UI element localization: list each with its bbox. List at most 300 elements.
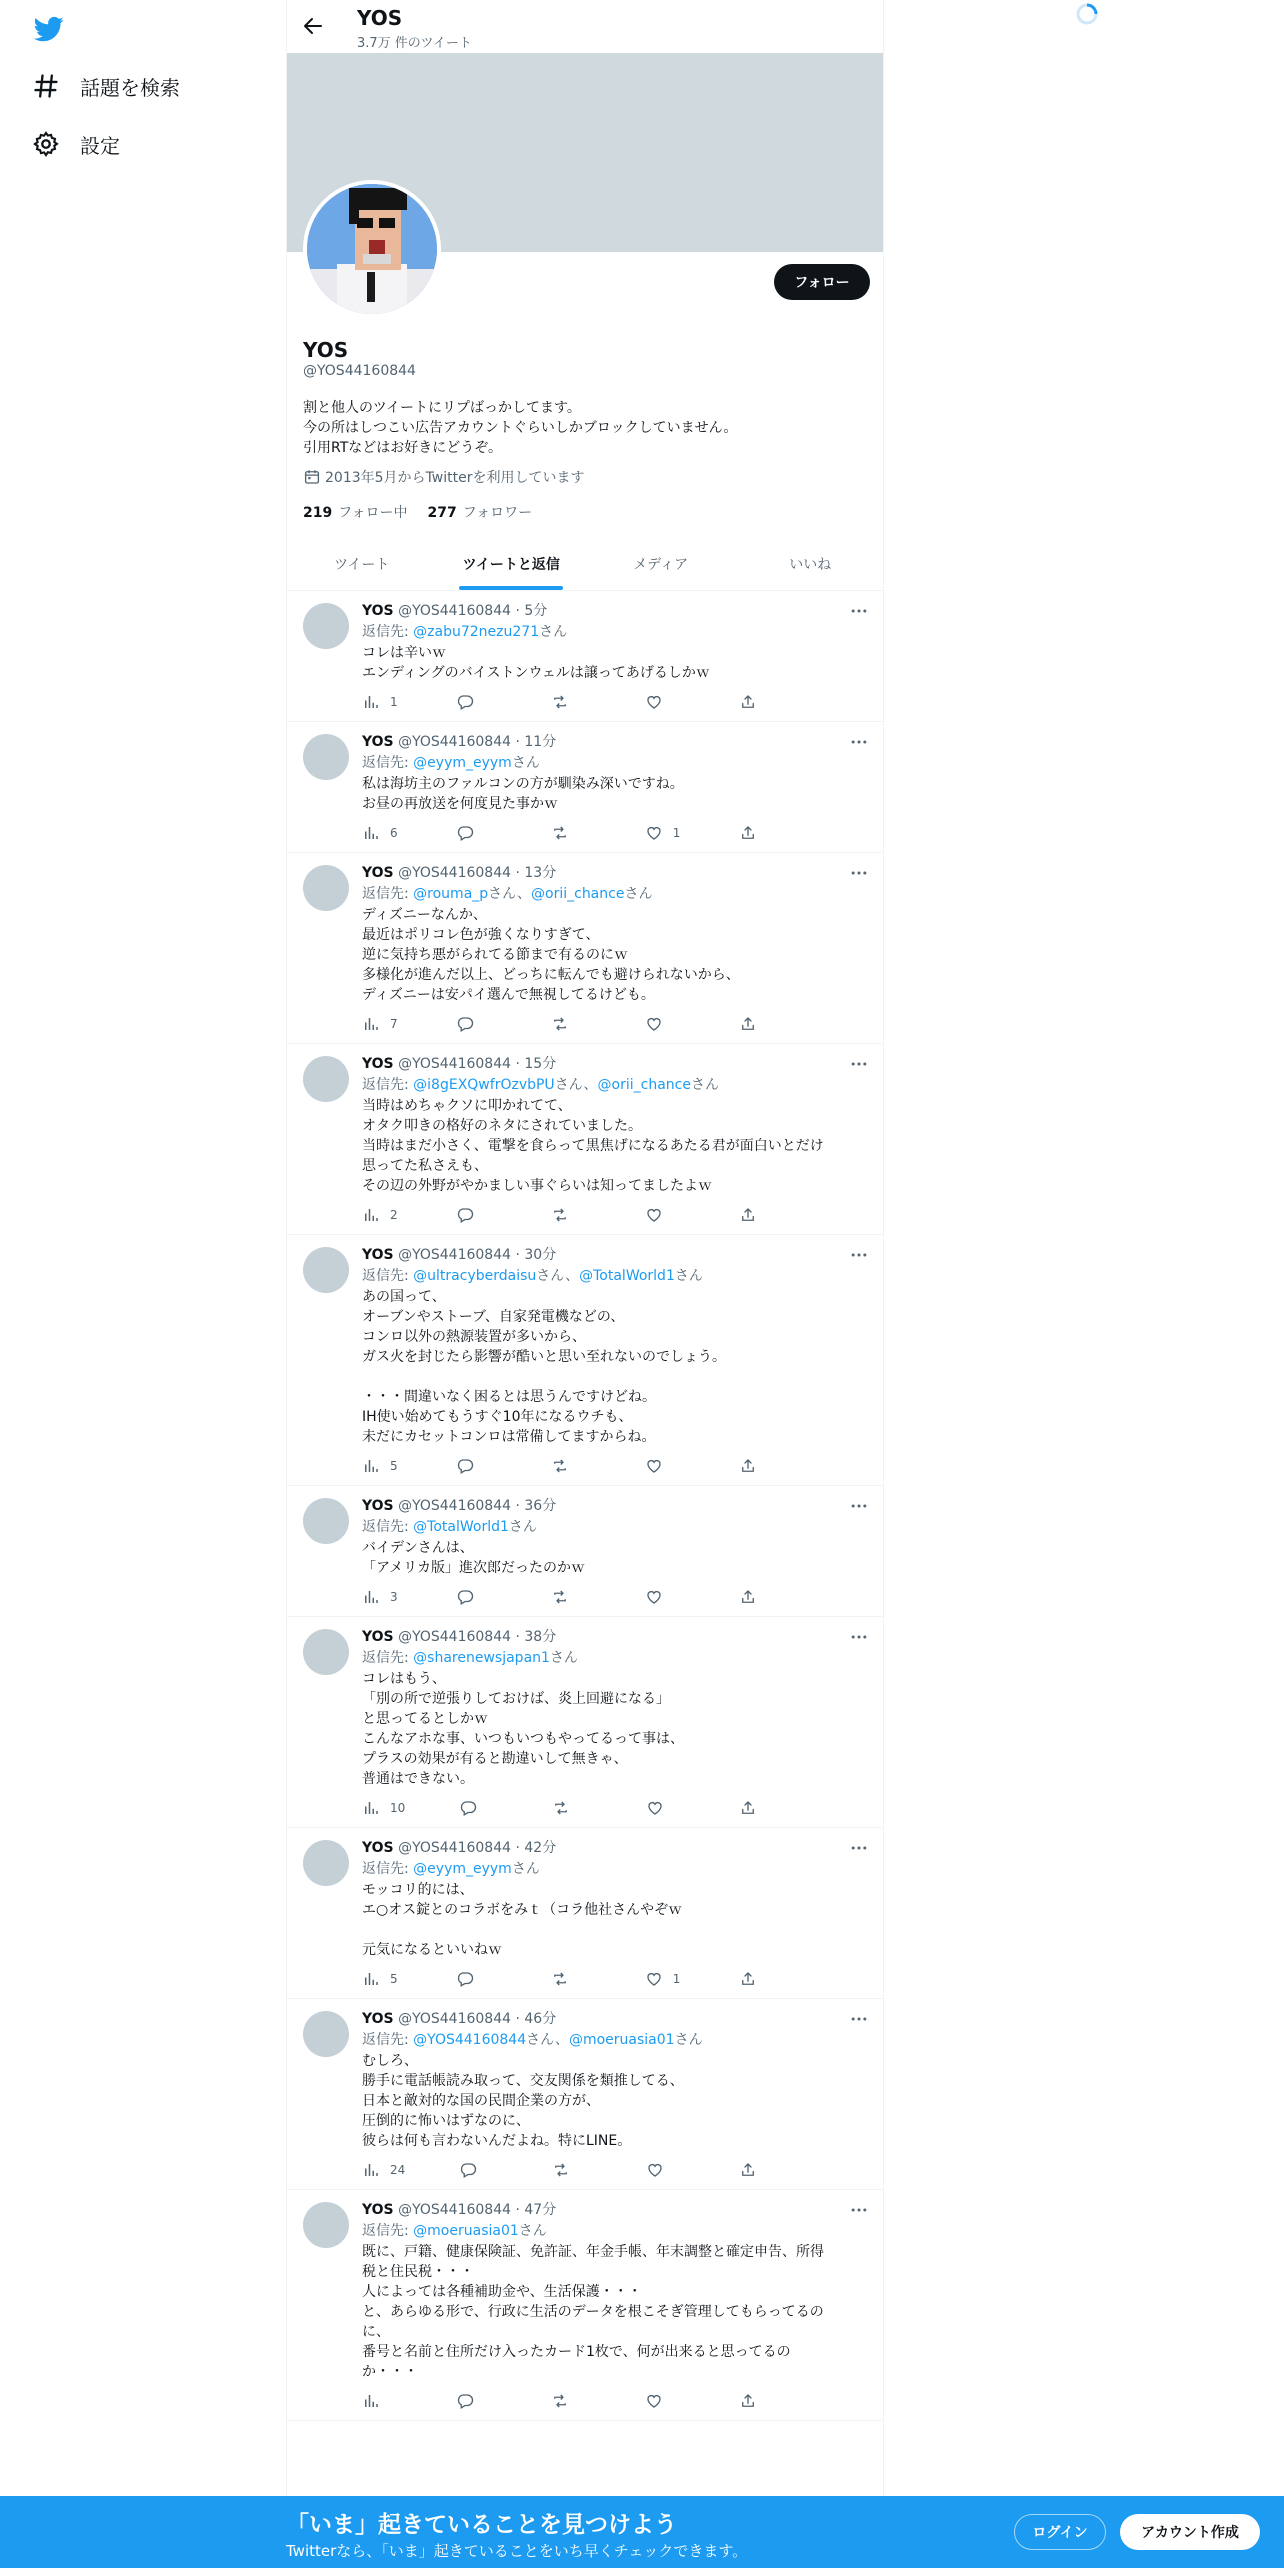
mention-suffix: さん <box>624 886 653 902</box>
tweet-header <box>362 601 869 621</box>
mention-suffix: さん <box>554 1077 584 1093</box>
reply-prefix: 返信先: <box>362 1861 414 1877</box>
sidebar-item-settings[interactable] <box>32 124 120 164</box>
tweet-text-line: コレはもう、 <box>362 1671 446 1687</box>
retweet-button[interactable] <box>551 1588 591 1606</box>
tweet-text-line: 番号と名前と住所だけ入ったカード1枚で、何が出来ると思ってるの <box>362 2344 791 2360</box>
more-options-icon[interactable] <box>849 1496 869 1516</box>
tweet[interactable] <box>287 1617 884 1828</box>
tweet-text-line: と思ってるとしかｗ <box>362 1711 488 1727</box>
chart-icon <box>362 693 380 711</box>
mention-link[interactable]: @orii_chance <box>597 1077 691 1093</box>
mention-suffix: さん <box>511 755 540 771</box>
views-count: 2 <box>390 1208 398 1222</box>
more-options-icon[interactable] <box>849 601 869 621</box>
tweet-text-line: オーブンやストーブ、自家発電機などの、 <box>362 1309 625 1325</box>
tweet-text-line: 未だにカセットコンロは常備してますからね。 <box>362 1429 656 1445</box>
tweet-text-line: プラスの効果が有ると勘違いして無きゃ、 <box>362 1751 628 1767</box>
views-button[interactable] <box>362 1799 405 1817</box>
mention-link[interactable]: @rouma_p <box>413 886 489 902</box>
follow-stats <box>303 502 552 522</box>
heart-icon <box>645 1015 663 1033</box>
mention-link[interactable]: @TotalWorld1 <box>579 1268 675 1284</box>
reply-button[interactable] <box>459 2161 499 2179</box>
mention-link[interactable]: @TotalWorld1 <box>413 1519 509 1535</box>
reply-context <box>362 621 869 643</box>
tweet-text-line: バイデンさんは、 <box>362 1540 474 1556</box>
tweet-text-line: か・・・ <box>362 2364 418 2380</box>
like-button[interactable] <box>645 2392 685 2410</box>
share-icon <box>739 693 757 711</box>
reply-button[interactable] <box>456 2392 496 2410</box>
like-button[interactable] <box>645 1457 685 1475</box>
mention-link[interactable]: @i8gEXQwfrOzvbPU <box>413 1077 555 1093</box>
tweet-handle-time[interactable]: @YOS44160844 · 30分 <box>398 1247 557 1263</box>
tweet-actions <box>362 814 869 852</box>
tweet-text <box>362 1880 869 1960</box>
login-button[interactable]: ログイン <box>1014 2514 1106 2550</box>
reply-prefix: 返信先: <box>362 1077 414 1093</box>
tweet-actions <box>362 683 869 721</box>
tweet-text <box>362 1287 869 1447</box>
tweet-text-line: に、 <box>362 2324 390 2340</box>
tweet-text-line: 私は海坊主のファルコンの方が馴染み深いですね。 <box>362 776 684 792</box>
tweet-actions <box>362 1447 869 1485</box>
tweet-text-line: コンロ以外の熱源装置が多いから、 <box>362 1329 586 1345</box>
tweet-actions <box>362 1005 869 1043</box>
mention-separator: 、 <box>583 1077 598 1093</box>
tweet-text <box>362 1669 869 1789</box>
like-button[interactable] <box>645 1206 685 1224</box>
tweet[interactable] <box>287 1828 884 1999</box>
views-button[interactable] <box>362 2392 402 2410</box>
tweet-text-line: 思ってた私さえも、 <box>362 1158 488 1174</box>
chart-icon <box>362 1799 380 1817</box>
share-button[interactable] <box>739 1970 779 1988</box>
more-options-icon[interactable] <box>849 1627 869 1647</box>
tweet-text-line: 「別の所で逆張りしておけば、炎上回避になる」 <box>362 1691 670 1707</box>
retweet-button[interactable] <box>551 1457 591 1475</box>
mention-link[interactable]: @sharenewsjapan1 <box>413 1650 550 1666</box>
share-icon <box>739 1015 757 1033</box>
reply-context <box>362 1516 869 1538</box>
tweet-text-line: オタク叩きの格好のネタにされていました。 <box>362 1118 642 1134</box>
mention-suffix: さん <box>674 1268 703 1284</box>
reply-button[interactable] <box>456 824 496 842</box>
tweet-text-line: その辺の外野がやかましい事ぐらいは知ってましたよｗ <box>362 1178 712 1194</box>
reply-icon <box>459 1799 477 1817</box>
mention-suffix: さん <box>508 1519 537 1535</box>
reply-context <box>362 2220 869 2242</box>
tweet-header <box>362 1627 869 1647</box>
reply-context <box>362 883 869 905</box>
tweet[interactable] <box>287 1486 884 1617</box>
tweet-text <box>362 643 869 683</box>
share-button[interactable] <box>739 824 779 842</box>
chart-icon <box>362 2392 380 2410</box>
retweet-button[interactable] <box>551 1015 591 1033</box>
reply-icon <box>456 1588 474 1606</box>
reply-context <box>362 1074 869 1096</box>
tab-media[interactable]: メディア <box>633 557 689 573</box>
tweet-text-line: 当時はまだ小さく、電撃を食らって黒焦げになるあたる君が面白いとだけ <box>362 1138 824 1154</box>
mention-link[interactable]: @moeruasia01 <box>568 2032 675 2048</box>
bio-line: 今の所はしつこい広告アカウントぐらいしかブロックしていません。 <box>303 420 738 436</box>
views-button[interactable] <box>362 824 402 842</box>
followers-link[interactable] <box>428 502 533 522</box>
reply-prefix: 返信先: <box>362 2032 414 2048</box>
share-button[interactable] <box>739 1015 779 1033</box>
reply-icon <box>456 2392 474 2410</box>
reply-button[interactable] <box>459 1799 499 1817</box>
tweet-actions <box>362 2151 869 2189</box>
mention-suffix: さん <box>518 2223 547 2239</box>
tweet-text-line: お昼の再放送を何度見た事かｗ <box>362 796 558 812</box>
reply-icon <box>456 1206 474 1224</box>
tweet-text-line: 勝手に電話帳読み取って、交友関係を類推してる、 <box>362 2073 684 2089</box>
tab-likes[interactable]: いいね <box>789 557 832 573</box>
heart-icon <box>645 1206 663 1224</box>
share-icon <box>739 824 757 842</box>
mention-link[interactable]: @eyym_eyym <box>413 1861 512 1877</box>
reply-button[interactable] <box>456 693 496 711</box>
retweet-icon <box>551 1206 569 1224</box>
retweet-icon <box>552 1799 570 1817</box>
share-button[interactable] <box>739 2392 779 2410</box>
tweet-text-line: IH使い始めてもうすぐ10年になるウチも、 <box>362 1409 633 1425</box>
avatar[interactable] <box>303 2202 349 2248</box>
retweet-button[interactable] <box>551 1206 591 1224</box>
views-count: 6 <box>390 826 398 840</box>
views-count: 5 <box>390 1972 398 1986</box>
tweet-author-name[interactable]: YOS <box>362 603 394 619</box>
more-options-icon[interactable] <box>849 1054 869 1074</box>
mention-link[interactable]: @moeruasia01 <box>413 2223 519 2239</box>
reply-button[interactable] <box>456 1588 496 1606</box>
twitter-logo-icon[interactable] <box>32 14 66 44</box>
tweet-header <box>362 863 869 883</box>
tweet-count: 3.7万 件のツイート <box>357 36 472 51</box>
share-icon <box>739 2161 757 2179</box>
reply-context <box>362 1265 869 1287</box>
profile-handle: @YOS44160844 <box>303 363 416 379</box>
share-icon <box>739 1588 757 1606</box>
tweet-handle-time[interactable]: @YOS44160844 · 47分 <box>398 2202 557 2218</box>
chart-icon <box>362 1457 380 1475</box>
signup-banner-title: 「いま」起きていることを見つけよう <box>286 2512 677 2538</box>
tweet[interactable] <box>287 722 884 853</box>
reply-icon <box>456 1457 474 1475</box>
share-button[interactable] <box>739 1799 779 1817</box>
views-button[interactable] <box>362 1588 402 1606</box>
views-button[interactable] <box>362 1015 402 1033</box>
reply-context <box>362 1647 869 1669</box>
calendar-icon <box>303 468 321 486</box>
tweet-handle-time[interactable]: @YOS44160844 · 5分 <box>398 603 548 619</box>
tweet-text-line: 既に、戸籍、健康保険証、免許証、年金手帳、年末調整と確定申告、所得 <box>362 2244 824 2260</box>
share-button[interactable] <box>739 1206 779 1224</box>
tweet-text-line: 元気になるといいねｗ <box>362 1942 502 1958</box>
views-count: 1 <box>390 695 398 709</box>
tweet-text-line: 当時はめちゃクソに叩かれてて、 <box>362 1098 572 1114</box>
bio-line: 引用RTなどはお好きにどうぞ。 <box>303 440 502 456</box>
mention-suffix: さん <box>511 1861 540 1877</box>
mention-suffix: さん <box>690 1077 719 1093</box>
reply-prefix: 返信先: <box>362 2223 414 2239</box>
followers-count: 277 <box>427 505 457 521</box>
tweet-text-line: エンディングのバイストンウェルは譲ってあげるしかｗ <box>362 665 710 681</box>
avatar[interactable] <box>303 1629 349 1675</box>
reply-prefix: 返信先: <box>362 1519 414 1535</box>
share-button[interactable] <box>739 1457 779 1475</box>
chart-icon <box>362 1588 380 1606</box>
tweet-text-line: エ○オス錠とのコラボをみｔ（コラ他社さんやぞｗ <box>362 1902 683 1918</box>
sidebar-item-explore[interactable] <box>32 66 180 106</box>
tweet-author-name[interactable]: YOS <box>362 1629 394 1645</box>
retweet-icon <box>551 693 569 711</box>
chart-icon <box>362 1206 380 1224</box>
tweet-author-name[interactable]: YOS <box>362 1498 394 1514</box>
tweet-actions <box>362 1960 869 1998</box>
tweet-text-line: こんなアホな事、いつもいつもやってるって事は、 <box>362 1731 684 1747</box>
tweet-handle-time[interactable]: @YOS44160844 · 38分 <box>398 1629 557 1645</box>
like-button[interactable] <box>645 1015 685 1033</box>
tweet-header <box>362 2200 869 2220</box>
reply-button[interactable] <box>456 1457 496 1475</box>
mention-separator: 、 <box>554 2032 569 2048</box>
sidebar-item-label: 話題を検索 <box>80 75 180 100</box>
heart-icon <box>645 1588 663 1606</box>
mention-suffix: さん <box>536 1268 566 1284</box>
heart-icon <box>645 824 663 842</box>
share-icon <box>739 1457 757 1475</box>
profile-tabs <box>287 538 884 591</box>
like-button[interactable] <box>645 1588 685 1606</box>
avatar[interactable] <box>303 865 349 911</box>
views-count: 10 <box>390 1801 406 1815</box>
tweet-author-name[interactable]: YOS <box>362 2202 394 2218</box>
like-button[interactable] <box>645 1970 685 1988</box>
views-button[interactable] <box>362 1206 402 1224</box>
views-button[interactable] <box>362 693 402 711</box>
tweet[interactable] <box>287 853 884 1044</box>
retweet-button[interactable] <box>551 824 591 842</box>
avatar[interactable] <box>303 1247 349 1293</box>
mention-link[interactable]: @ultracyberdaisu <box>413 1268 537 1284</box>
tweet-text-line <box>362 1367 869 1387</box>
tweet-text-line: むしろ、 <box>362 2053 418 2069</box>
gear-icon <box>32 130 60 158</box>
views-button[interactable] <box>362 2161 405 2179</box>
like-button[interactable] <box>645 824 685 842</box>
tweet-text <box>362 1096 869 1196</box>
more-options-icon[interactable] <box>849 863 869 883</box>
share-icon <box>739 1970 757 1988</box>
retweet-icon <box>551 2392 569 2410</box>
share-icon <box>739 1799 757 1817</box>
signup-banner <box>0 2496 1284 2568</box>
reply-prefix: 返信先: <box>362 1268 414 1284</box>
reply-icon <box>456 1970 474 1988</box>
like-count: 1 <box>672 826 681 840</box>
back-arrow-icon[interactable] <box>301 14 325 38</box>
tweet[interactable] <box>287 1235 884 1486</box>
reply-button[interactable] <box>456 1206 496 1224</box>
reply-context <box>362 2029 869 2051</box>
signup-button[interactable]: アカウント作成 <box>1120 2514 1260 2550</box>
retweet-button[interactable] <box>551 2392 591 2410</box>
chart-icon <box>362 1015 380 1033</box>
tweet-author-name[interactable]: YOS <box>362 865 394 881</box>
tweet-header <box>362 1838 869 1858</box>
retweet-button[interactable] <box>552 2161 592 2179</box>
more-options-icon[interactable] <box>849 2009 869 2029</box>
tweet-text-line: 彼らは何も言わないんだよね。特にLINE。 <box>362 2133 632 2149</box>
heart-icon <box>646 2161 664 2179</box>
tab-tweets[interactable]: ツイート <box>334 557 390 573</box>
reply-prefix: 返信先: <box>362 755 414 771</box>
reply-context <box>362 752 869 774</box>
tweet[interactable] <box>287 1044 884 1235</box>
heart-icon <box>645 1970 663 1988</box>
reply-prefix: 返信先: <box>362 886 414 902</box>
more-options-icon[interactable] <box>849 1838 869 1858</box>
retweet-icon <box>551 1015 569 1033</box>
mention-link[interactable]: @YOS44160844 <box>413 2032 527 2048</box>
more-options-icon[interactable] <box>849 1245 869 1265</box>
views-count: 24 <box>390 2163 406 2177</box>
tweet-header <box>362 2009 869 2029</box>
tweet-text-line: 「アメリカ版」進次郎だったのかｗ <box>362 1560 586 1576</box>
tweet-text-line: 人によっては各種補助金や、生活保護・・・ <box>362 2284 642 2300</box>
follow-button[interactable]: フォロー <box>774 264 870 300</box>
tweet-handle-time[interactable]: @YOS44160844 · 15分 <box>398 1056 557 1072</box>
share-icon <box>739 1206 757 1224</box>
tab-tweets-and-replies[interactable]: ツイートと返信 <box>437 538 587 590</box>
avatar[interactable] <box>303 2011 349 2057</box>
reply-button[interactable] <box>456 1015 496 1033</box>
tweet-text <box>362 774 869 814</box>
retweet-button[interactable] <box>551 1970 591 1988</box>
reply-prefix: 返信先: <box>362 1650 414 1666</box>
tweet-author-name[interactable]: YOS <box>362 1247 394 1263</box>
page-title: YOS <box>357 6 403 30</box>
bio-line: 割と他人のツイートにリプばっかしてます。 <box>303 400 581 416</box>
profile-bio <box>303 398 737 458</box>
tweet-text <box>362 2051 869 2151</box>
tweet-header <box>362 1054 869 1074</box>
reply-icon <box>456 693 474 711</box>
retweet-button[interactable] <box>551 693 591 711</box>
reply-icon <box>459 2161 477 2179</box>
tweet-author-name[interactable]: YOS <box>362 2011 394 2027</box>
reply-button[interactable] <box>456 1970 496 1988</box>
retweet-icon <box>551 1457 569 1475</box>
tweet-author-name[interactable]: YOS <box>362 734 394 750</box>
followers-label: フォロワー <box>462 505 533 521</box>
tweet-text-line: モッコリ的には、 <box>362 1882 474 1898</box>
mention-link[interactable]: @eyym_eyym <box>413 755 512 771</box>
like-button[interactable] <box>645 693 685 711</box>
heart-icon <box>645 693 663 711</box>
following-label: フォロー中 <box>338 505 408 521</box>
profile-avatar[interactable] <box>303 180 441 318</box>
tweet-handle-time[interactable]: @YOS44160844 · 46分 <box>398 2011 557 2027</box>
mention-suffix: さん <box>539 624 568 640</box>
tweet-header <box>362 1245 869 1265</box>
chart-icon <box>362 2161 380 2179</box>
like-count: 1 <box>672 1972 681 1986</box>
tweet[interactable] <box>287 2190 884 2421</box>
share-button[interactable] <box>739 693 779 711</box>
tweet-handle-time[interactable]: @YOS44160844 · 42分 <box>398 1840 557 1856</box>
avatar[interactable] <box>303 603 349 649</box>
views-count: 3 <box>390 1590 398 1604</box>
tweet-handle-time[interactable]: @YOS44160844 · 36分 <box>398 1498 557 1514</box>
views-count: 7 <box>390 1017 398 1031</box>
tweet-author-name[interactable]: YOS <box>362 1056 394 1072</box>
tweet-handle-time[interactable]: @YOS44160844 · 13分 <box>398 865 557 881</box>
avatar[interactable] <box>303 1498 349 1544</box>
chart-icon <box>362 1970 380 1988</box>
tweet-text-line: 多様化が進んだ以上、どっちに転んでも避けられないから、 <box>362 967 740 983</box>
join-date-text: 2013年5月からTwitterを利用しています <box>325 470 585 486</box>
views-count: 5 <box>390 1459 398 1473</box>
following-count: 219 <box>303 505 333 521</box>
following-link[interactable] <box>303 502 408 522</box>
avatar[interactable] <box>303 1056 349 1102</box>
tweet-text-line: 最近はポリコレ色が強くなりすぎて、 <box>362 927 600 943</box>
retweet-button[interactable] <box>552 1799 592 1817</box>
loading-spinner-icon <box>1075 2 1099 26</box>
reply-prefix: 返信先: <box>362 624 414 640</box>
tweet-author-name[interactable]: YOS <box>362 1840 394 1856</box>
avatar[interactable] <box>303 1840 349 1886</box>
views-button[interactable] <box>362 1457 402 1475</box>
share-button[interactable] <box>739 1588 779 1606</box>
tweet-text-line: 圧倒的に怖いはずなのに、 <box>362 2113 530 2129</box>
hashtag-icon <box>32 72 60 100</box>
tweet-text-line: 税と住民税・・・ <box>362 2264 474 2280</box>
more-options-icon[interactable] <box>849 732 869 752</box>
tweet-text-line: あの国って、 <box>362 1289 446 1305</box>
mention-link[interactable]: @zabu72nezu271 <box>413 624 540 640</box>
views-button[interactable] <box>362 1970 402 1988</box>
chart-icon <box>362 824 380 842</box>
profile-name: YOS <box>303 338 349 362</box>
tweet-text-line: 日本と敵対的な国の民間企業の方が、 <box>362 2093 600 2109</box>
mention-link[interactable]: @orii_chance <box>531 886 625 902</box>
tweet[interactable] <box>287 591 884 722</box>
tweet-text <box>362 1538 869 1578</box>
share-button[interactable] <box>739 2161 779 2179</box>
tweet[interactable] <box>287 1999 884 2190</box>
tweet-text-line: ディズニーは安パイ選んで無視してるけども。 <box>362 987 655 1003</box>
reply-context <box>362 1858 869 1880</box>
like-button[interactable] <box>646 2161 686 2179</box>
more-options-icon[interactable] <box>849 2200 869 2220</box>
retweet-icon <box>551 1970 569 1988</box>
tweet-handle-time[interactable]: @YOS44160844 · 11分 <box>398 734 557 750</box>
timeline <box>287 591 884 2421</box>
avatar[interactable] <box>303 734 349 780</box>
tweet-text-line: ・・・間違いなく困るとは思うんですけどね。 <box>362 1389 656 1405</box>
signup-banner-subtitle: Twitterなら、「いま」起きていることをいち早くチェックできます。 <box>286 2542 748 2560</box>
tweet-text <box>362 2242 869 2382</box>
tweet-text-line: コレは辛いｗ <box>362 645 446 661</box>
tweet-actions <box>362 1196 869 1234</box>
like-button[interactable] <box>646 1799 686 1817</box>
